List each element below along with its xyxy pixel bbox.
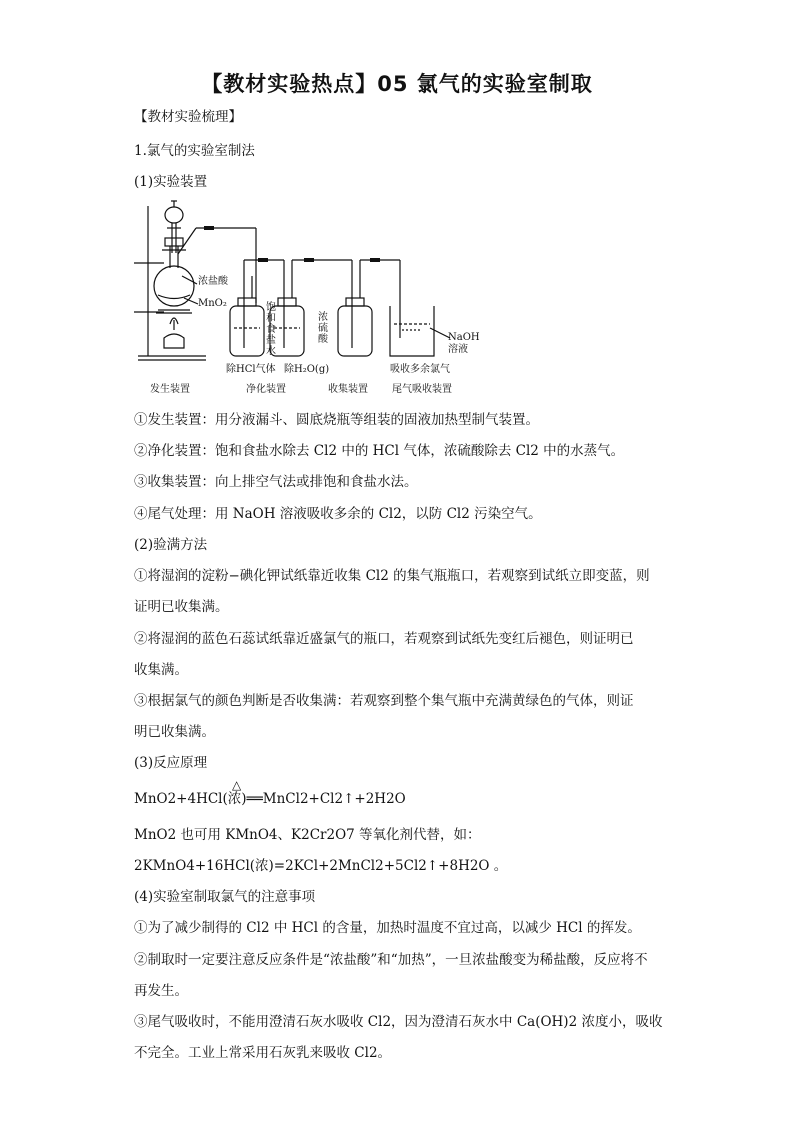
label-conc-hcl: 浓盐酸 — [198, 276, 228, 287]
para-check-3a: ③根据氯气的颜色判断是否收集满：若观察到整个集气瓶中充满黄绿色的气体，则证 — [134, 693, 634, 709]
para-collection: ③收集装置：向上排空气法或排饱和食盐水法。 — [134, 474, 418, 490]
label-sat-salt-4: 盐 — [266, 335, 276, 346]
heading-reaction: (3)反应原理 — [134, 755, 208, 771]
para-check-1b: 证明已收集满。 — [134, 599, 229, 615]
label-mno2: MnO₂ — [198, 298, 227, 309]
caption-absorb-cl2: 吸收多余氯气 — [390, 364, 450, 375]
label-sat-salt-5: 水 — [266, 346, 276, 357]
caption-generation: 发生装置 — [150, 384, 190, 395]
para-tail-gas: ④尾气处理：用 NaOH 溶液吸收多余的 Cl2，以防 Cl2 污染空气。 — [134, 506, 542, 522]
para-precaution-1: ①为了减少制得的 Cl2 中 HCl 的含量，加热时温度不宜过高，以减少 HCl 的挥发。 — [134, 920, 641, 936]
page-title: 【教材实验热点】05 氯气的实验室制取 — [201, 72, 593, 96]
label-h2so4-2: 硫 — [318, 323, 328, 334]
heat-symbol: △ — [232, 778, 242, 792]
equation-mno2: MnO2+4HCl(浓)══MnCl2+Cl2↑+2H2O — [134, 791, 406, 807]
para-generation: ①发生装置：用分液漏斗、圆底烧瓶等组装的固液加热型制气装置。 — [134, 412, 539, 428]
label-sat-salt-1: 饱 — [266, 302, 276, 313]
caption-tail-gas: 尾气吸收装置 — [392, 384, 452, 395]
para-check-2a: ②将湿润的蓝色石蕊试纸靠近盛氯气的瓶口，若观察到试纸先变红后褪色，则证明已 — [134, 631, 634, 647]
equation-kmno4: 2KMnO4+16HCl(浓)=2KCl+2MnCl2+5Cl2↑+8H2O 。 — [134, 858, 508, 874]
section-heading: 【教材实验梳理】 — [134, 109, 242, 125]
label-naoh-solution: 溶液 — [448, 344, 468, 355]
heading-full-check: (2)验满方法 — [134, 537, 208, 553]
label-naoh: NaOH — [448, 332, 480, 343]
caption-remove-hcl: 除HCl气体 — [226, 364, 276, 375]
heading-lab-method: 1.氯气的实验室制法 — [134, 143, 255, 159]
para-precaution-2a: ②制取时一定要注意反应条件是“浓盐酸”和“加热”，一旦浓盐酸变为稀盐酸，反应将不 — [134, 952, 648, 968]
caption-remove-h2o: 除H₂O(g) — [284, 364, 330, 375]
heading-precautions: (4)实验室制取氯气的注意事项 — [134, 889, 316, 905]
para-alternatives: MnO2 也可用 KMnO4、K2Cr2O7 等氧化剂代替，如： — [134, 827, 481, 843]
para-purification: ②净化装置：饱和食盐水除去 Cl2 中的 HCl 气体，浓硫酸除去 Cl2 中的水蒸气。 — [134, 443, 625, 459]
caption-purification: 净化装置 — [246, 384, 286, 395]
label-sat-salt-2: 和 — [266, 313, 276, 324]
label-h2so4-1: 浓 — [318, 312, 328, 323]
caption-collection: 收集装置 — [328, 384, 368, 395]
apparatus-diagram — [134, 198, 480, 403]
label-h2so4-3: 酸 — [318, 334, 328, 345]
label-sat-salt-3: 食 — [266, 324, 276, 335]
para-check-1a: ①将湿润的淀粉−碘化钾试纸靠近收集 Cl2 的集气瓶瓶口，若观察到试纸立即变蓝，则 — [134, 568, 650, 584]
para-precaution-3a: ③尾气吸收时，不能用澄清石灰水吸收 Cl2，因为澄清石灰水中 Ca(OH)2 浓度小，吸收 — [134, 1014, 663, 1030]
heading-apparatus: (1)实验装置 — [134, 174, 208, 190]
para-check-3b: 明已收集满。 — [134, 724, 215, 740]
para-check-2b: 收集满。 — [134, 662, 188, 678]
para-precaution-2b: 再发生。 — [134, 983, 188, 999]
para-precaution-3b: 不完全。工业上常采用石灰乳来吸收 Cl2。 — [134, 1045, 392, 1061]
